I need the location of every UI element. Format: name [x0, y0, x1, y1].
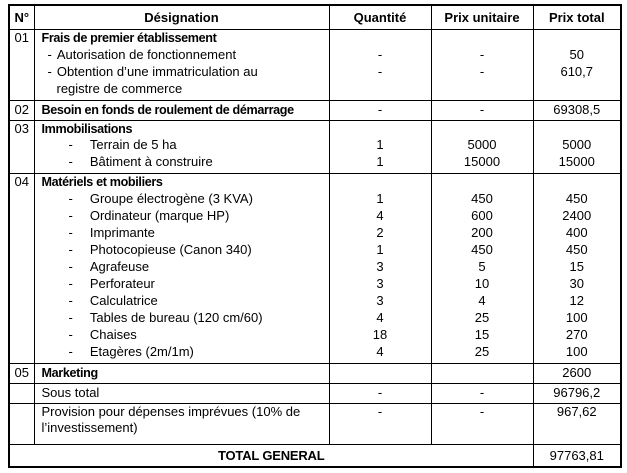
total-price-cell	[533, 30, 621, 47]
item-dash: -	[68, 309, 73, 325]
column-header-unit-price: Prix unitaire	[431, 5, 533, 30]
designation-cell	[34, 208, 329, 225]
quantity-cell	[329, 81, 431, 101]
quantity-cell: 3	[329, 293, 431, 310]
no-cell	[9, 137, 34, 154]
designation-cell	[34, 81, 329, 101]
item-dash: -	[68, 190, 73, 206]
quantity-cell: 18	[329, 327, 431, 344]
quantity-cell	[329, 174, 431, 191]
total-price-cell: 450	[533, 191, 621, 208]
total-price-cell	[533, 81, 621, 101]
item-label: Terrain de 5 ha	[89, 137, 177, 152]
quantity-cell: 1	[329, 242, 431, 259]
total-price-cell: 69308,5	[533, 100, 621, 120]
designation-cell	[34, 383, 329, 403]
unit-price-cell: 15	[431, 327, 533, 344]
item-dash: -	[47, 46, 52, 62]
quantity-cell: 4	[329, 310, 431, 327]
item-dash: -	[68, 137, 73, 152]
quantity-cell: 1	[329, 137, 431, 154]
unit-price-cell: 25	[431, 310, 533, 327]
no-cell: 03	[9, 120, 34, 137]
table-row	[9, 174, 621, 191]
designation-cell	[34, 154, 329, 174]
total-price-cell	[533, 420, 621, 445]
no-cell	[9, 47, 34, 64]
provision-label: Provision pour dépenses imprévues (10% de	[41, 403, 301, 419]
total-general-row	[9, 445, 621, 468]
unit-price-cell: -	[431, 47, 533, 64]
total-price-cell: 5000	[533, 137, 621, 154]
item-dash: -	[68, 275, 73, 291]
total-price-cell: 100	[533, 344, 621, 364]
item-label: Obtention d’une immatriculation au	[56, 63, 258, 79]
unit-price-cell	[431, 174, 533, 191]
item-dash: -	[68, 241, 73, 257]
table-row	[9, 64, 621, 81]
no-cell	[9, 154, 34, 174]
section-title: Marketing	[41, 366, 98, 380]
table-row	[9, 137, 621, 154]
table-row	[9, 191, 621, 208]
quantity-cell: 2	[329, 225, 431, 242]
table-row	[9, 208, 621, 225]
designation-cell	[34, 276, 329, 293]
designation-cell	[34, 403, 329, 420]
designation-cell	[34, 191, 329, 208]
table-row	[9, 383, 621, 403]
table-row	[9, 293, 621, 310]
no-cell	[9, 310, 34, 327]
table-row	[9, 242, 621, 259]
no-cell	[9, 327, 34, 344]
quantity-cell: 1	[329, 154, 431, 174]
no-cell	[9, 64, 34, 81]
unit-price-cell: 5000	[431, 137, 533, 154]
quantity-cell	[329, 420, 431, 445]
table-row	[9, 327, 621, 344]
unit-price-cell: 10	[431, 276, 533, 293]
unit-price-cell: -	[431, 64, 533, 81]
no-cell	[9, 293, 34, 310]
column-header-total-price: Prix total	[533, 5, 621, 30]
provision-label-continuation: l’investissement)	[41, 420, 138, 435]
total-price-cell: 30	[533, 276, 621, 293]
total-price-cell: 100	[533, 310, 621, 327]
no-cell: 05	[9, 363, 34, 383]
no-cell: 02	[9, 100, 34, 120]
table-row	[9, 30, 621, 47]
table-row	[9, 403, 621, 420]
no-cell	[9, 259, 34, 276]
item-dash: -	[68, 207, 73, 223]
total-price-cell: 2400	[533, 208, 621, 225]
quantity-cell: 3	[329, 276, 431, 293]
unit-price-cell	[431, 81, 533, 101]
item-dash: -	[68, 343, 73, 359]
total-price-cell: 270	[533, 327, 621, 344]
total-price-cell: 96796,2	[533, 383, 621, 403]
quantity-cell	[329, 120, 431, 137]
no-cell	[9, 208, 34, 225]
total-price-cell: 15	[533, 259, 621, 276]
designation-cell	[34, 293, 329, 310]
total-price-cell: 967,62	[533, 403, 621, 420]
section-title: Immobilisations	[41, 121, 133, 136]
designation-cell	[34, 64, 329, 81]
item-label: Photocopieuse (Canon 340)	[89, 241, 252, 257]
item-label: Agrafeuse	[89, 258, 150, 274]
total-price-cell: 400	[533, 225, 621, 242]
section-title: Frais de premier établissement	[41, 31, 217, 45]
unit-price-cell	[431, 363, 533, 383]
item-label: Chaises	[89, 326, 137, 342]
unit-price-cell: 600	[431, 208, 533, 225]
item-label: Groupe électrogène (3 KVA)	[89, 190, 253, 206]
quantity-cell: 4	[329, 344, 431, 364]
item-dash: -	[68, 292, 73, 308]
designation-cell	[34, 344, 329, 364]
unit-price-cell: 450	[431, 242, 533, 259]
total-price-cell: 450	[533, 242, 621, 259]
item-dash: -	[68, 224, 73, 240]
column-header-quantity: Quantité	[329, 5, 431, 30]
total-general-label: TOTAL GENERAL	[9, 445, 533, 468]
section-title: Matériels et mobiliers	[41, 175, 163, 189]
item-label: Calculatrice	[89, 292, 158, 308]
table-row	[9, 344, 621, 364]
no-cell	[9, 191, 34, 208]
total-price-cell: 2600	[533, 363, 621, 383]
no-cell	[9, 383, 34, 403]
designation-cell	[34, 310, 329, 327]
total-price-cell: 610,7	[533, 64, 621, 81]
total-price-cell: 12	[533, 293, 621, 310]
table-row	[9, 120, 621, 137]
item-label: Bâtiment à construire	[89, 154, 213, 169]
no-cell	[9, 81, 34, 101]
designation-cell	[34, 242, 329, 259]
table-row	[9, 225, 621, 242]
no-cell	[9, 403, 34, 420]
table-row	[9, 276, 621, 293]
item-label: Autorisation de fonctionnement	[56, 46, 237, 62]
investment-cost-table	[8, 4, 622, 468]
unit-price-cell: -	[431, 383, 533, 403]
quantity-cell: -	[329, 64, 431, 81]
no-cell	[9, 420, 34, 445]
no-cell	[9, 242, 34, 259]
quantity-cell: -	[329, 383, 431, 403]
table-row	[9, 420, 621, 445]
quantity-cell: 3	[329, 259, 431, 276]
item-label: Tables de bureau (120 cm/60)	[89, 309, 263, 325]
table-row	[9, 81, 621, 101]
designation-cell	[34, 137, 329, 154]
unit-price-cell: 5	[431, 259, 533, 276]
item-label-continuation: registre de commerce	[56, 80, 183, 96]
unit-price-cell	[431, 420, 533, 445]
item-label: Ordinateur (marque HP)	[89, 207, 230, 223]
column-header-no: N°	[9, 5, 34, 30]
designation-cell	[34, 225, 329, 242]
no-cell	[9, 276, 34, 293]
quantity-cell	[329, 30, 431, 47]
table-row	[9, 154, 621, 174]
item-dash: -	[68, 154, 73, 169]
item-dash: -	[68, 326, 73, 342]
item-label: Imprimante	[89, 224, 155, 240]
table-header-row	[9, 5, 621, 30]
unit-price-cell	[431, 30, 533, 47]
unit-price-cell: 450	[431, 191, 533, 208]
column-header-designation: Désignation	[34, 5, 329, 30]
total-general-value: 97763,81	[533, 445, 621, 468]
total-price-cell: 50	[533, 47, 621, 64]
no-cell	[9, 344, 34, 364]
item-label: Perforateur	[89, 275, 155, 291]
item-label: Etagères (2m/1m)	[89, 343, 194, 359]
total-price-cell: 15000	[533, 154, 621, 174]
unit-price-cell: 25	[431, 344, 533, 364]
table-row	[9, 100, 621, 120]
designation-cell	[34, 420, 329, 445]
table-row	[9, 47, 621, 64]
designation-cell	[34, 259, 329, 276]
quantity-cell: 4	[329, 208, 431, 225]
unit-price-cell: 200	[431, 225, 533, 242]
table-row	[9, 259, 621, 276]
item-dash: -	[68, 258, 73, 274]
no-cell	[9, 225, 34, 242]
unit-price-cell: 4	[431, 293, 533, 310]
no-cell: 04	[9, 174, 34, 191]
no-cell: 01	[9, 30, 34, 47]
total-price-cell	[533, 174, 621, 191]
quantity-cell: -	[329, 100, 431, 120]
unit-price-cell	[431, 120, 533, 137]
quantity-cell: -	[329, 47, 431, 64]
section-title: Besoin en fonds de roulement de démarrage	[41, 103, 294, 117]
table-row	[9, 310, 621, 327]
unit-price-cell: 15000	[431, 154, 533, 174]
quantity-cell: 1	[329, 191, 431, 208]
subtotal-label: Sous total	[41, 385, 100, 400]
table-row	[9, 363, 621, 383]
item-dash: -	[47, 63, 52, 79]
unit-price-cell: -	[431, 403, 533, 420]
quantity-cell: -	[329, 403, 431, 420]
unit-price-cell: -	[431, 100, 533, 120]
total-price-cell	[533, 120, 621, 137]
designation-cell	[34, 327, 329, 344]
designation-cell	[34, 47, 329, 64]
quantity-cell	[329, 363, 431, 383]
